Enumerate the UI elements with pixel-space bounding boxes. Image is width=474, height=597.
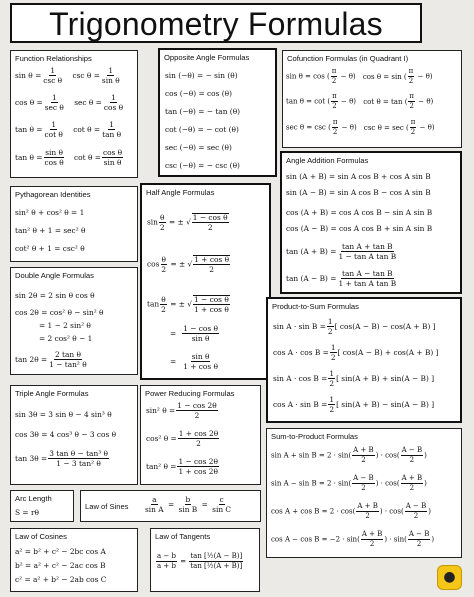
pythagorean-row: sin² θ + cos² θ = 1: [15, 208, 85, 217]
angle-addition-tan-minus: tan (A − B) = $\frac{\text{tan A − tan B}}{\text{1 + tan A tan B}}$: [286, 269, 397, 289]
pythagorean-row: cot² θ + 1 = csc² θ: [15, 244, 85, 253]
sum-to-product-row: sin A − sin B = 2 · sin( $\frac{A - B}{2}$ ) · cos( $\frac{A + B}{2}$ ): [271, 474, 427, 492]
function-relationship-row: sin θ = 1 csc θ csc θ = $\frac{1}{\text{sin θ}}$: [15, 66, 120, 86]
power-reducing-row: cos² θ = $\frac{1 + \cos 2\theta}{2}$: [146, 429, 219, 449]
opposite-angle-row: sec (−θ) = sec (θ): [165, 143, 232, 152]
cofunction-row: tan θ = cot ( $\frac{\pi}{2}$ − θ) cot θ = tan ( $\frac{\pi}{2}$ − θ): [286, 92, 434, 110]
double-angle-box: [10, 267, 138, 375]
law-of-tangents-box: [150, 528, 260, 592]
angle-addition-row: cos (A − B) = cos A cos B + sin A sin B: [286, 224, 433, 233]
law-of-tangents-header: Law of Tangents: [155, 532, 211, 541]
function-relationships-header: Function Relationships: [15, 54, 92, 63]
cofunction-box: [282, 50, 462, 148]
law-of-sines-header: Law of Sines: [85, 502, 129, 511]
half-angle-header: Half Angle Formulas: [146, 188, 215, 197]
law-of-cosines-row: a² = b² + c² − 2bc cos A: [15, 547, 106, 556]
law-of-cosines-box: [10, 528, 138, 592]
function-relationship-row: tan θ = $\frac{1}{\text{cot θ}}$ cot θ = $\frac{1}{\text{tan θ}}$: [15, 120, 122, 140]
product-to-sum-row: sin A · sin B = $\frac{1}{2}$ [ cos(A − B) − cos(A + B) ]: [273, 317, 436, 337]
angle-addition-row: sin (A + B) = sin A cos B + cos A sin B: [286, 172, 431, 181]
opposite-angle-row: sin (−θ) = − sin (θ): [165, 71, 238, 80]
power-reducing-header: Power Reducing Formulas: [145, 389, 235, 398]
function-relationship-row: cos θ = 1 sec θ sec θ = $\frac{1}{\text{cos θ}}$: [15, 93, 124, 113]
law-of-tangents-formula: $\frac{a - b}{a + b}$ = $\frac{\text{tan [½(A − B)]}}{\text{tan [½(A + B)]}}$: [157, 552, 243, 570]
opposite-angle-row: tan (−θ) = − tan (θ): [165, 107, 241, 116]
product-to-sum-box: [266, 297, 462, 423]
angle-addition-tan-plus: tan (A + B) = $\frac{\text{tan A + tan B}}{\text{1 − tan A tan B}}$: [286, 242, 397, 262]
function-relationships-box: [10, 50, 138, 178]
pythagorean-row: tan² θ + 1 = sec² θ: [15, 226, 86, 235]
cofunction-row: sin θ = cos ( $\frac{\pi}{2}$ − θ) cos θ = sin ( $\frac{\pi}{2}$ − θ): [286, 67, 433, 85]
title-banner: [10, 3, 422, 43]
pythagorean-box: [10, 186, 138, 262]
double-angle-header: Double Angle Formulas: [15, 271, 94, 280]
camera-icon[interactable]: [437, 565, 462, 590]
arc-length-box: [10, 490, 74, 522]
half-angle-tan-alt2: = $\frac{\text{sin θ}}{\text{1 + cos θ}}$: [170, 352, 218, 372]
angle-addition-header: Angle Addition Formulas: [286, 156, 369, 165]
page-title: Trigonometry Formulas: [49, 6, 383, 42]
opposite-angle-box: [158, 48, 277, 177]
sum-to-product-row: sin A + sin B = 2 · sin( $\frac{A + B}{2}$ ) · cos( $\frac{A - B}{2}$ ): [271, 446, 427, 464]
triple-angle-box: [10, 385, 138, 485]
half-angle-tan-alt1: = $\frac{\text{1 − cos θ}}{\text{sin θ}}$: [170, 324, 218, 344]
triple-angle-header: Triple Angle Formulas: [15, 389, 89, 398]
product-to-sum-header: Product-to-Sum Formulas: [272, 302, 359, 311]
half-angle-tan: tan $\frac{\theta}{2}$ = ± √ $\frac{\text{1 − cos θ}}{\text{1 + cos θ}}$: [147, 294, 229, 315]
double-angle-row: = 1 − 2 sin² θ: [39, 321, 91, 330]
law-of-cosines-row: b² = a² + c² − 2ac cos B: [15, 561, 106, 570]
angle-addition-row: sin (A − B) = sin A cos B − cos A sin B: [286, 188, 431, 197]
power-reducing-row: sin² θ = $\frac{1 - \cos 2\theta}{2}$: [146, 401, 217, 421]
angle-addition-row: cos (A + B) = cos A cos B − sin A sin B: [286, 208, 433, 217]
double-angle-tan: tan 2θ = $\frac{\text{2 tan θ}}{\text{1 − tan² θ}}$: [15, 350, 87, 370]
power-reducing-box: [140, 385, 261, 485]
opposite-angle-row: cot (−θ) = − cot (θ): [165, 125, 239, 134]
double-angle-row: = 2 cos² θ − 1: [39, 334, 93, 343]
pythagorean-header: Pythagorean Identities: [15, 190, 91, 199]
product-to-sum-row: cos A · cos B = $\frac{1}{2}$ [ cos(A − B) + cos(A + B) ]: [273, 343, 439, 363]
triple-angle-tan: tan 3θ = $\frac{\text{3 tan θ − tan³ θ}}{\text{1 − 3 tan² θ}}$: [15, 449, 108, 469]
law-of-sines-box: [80, 490, 261, 522]
law-of-sines-formula: $\frac{a}{\text{sin A}}$ = $\frac{b}{\text{sin B}}$ = $\frac{c}{\text{sin C}}$: [145, 495, 232, 515]
law-of-cosines-row: c² = a² + b² − 2ab cos C: [15, 575, 107, 584]
opposite-angle-header: Opposite Angle Formulas: [164, 53, 250, 62]
law-of-cosines-header: Law of Cosines: [15, 532, 67, 541]
arc-length-header: Arc Length: [15, 494, 52, 503]
opposite-angle-row: cos (−θ) = cos (θ): [165, 89, 232, 98]
triple-angle-row: sin 3θ = 3 sin θ − 4 sin³ θ: [15, 410, 112, 419]
cofunction-row: sec θ = csc ( $\frac{\pi}{2}$ − θ) csc θ = sec ( $\frac{\pi}{2}$ − θ): [286, 118, 435, 136]
sum-to-product-box: [266, 428, 462, 558]
half-angle-box: [140, 183, 271, 380]
sum-to-product-header: Sum-to-Product Formulas: [271, 432, 358, 441]
opposite-angle-row: csc (−θ) = − csc (θ): [165, 161, 240, 170]
sum-to-product-row: cos A − cos B = −2 · sin( $\frac{A + B}{2}$ ) · sin( $\frac{A - B}{2}$ ): [271, 530, 435, 548]
half-angle-cos: cos $\frac{\theta}{2}$ = ± √ $\frac{\text{1 + cos θ}}{2}$: [147, 254, 230, 275]
triple-angle-row: cos 3θ = 4 cos³ θ − 3 cos θ: [15, 430, 117, 439]
double-angle-row: sin 2θ = 2 sin θ cos θ: [15, 291, 95, 300]
arc-length-formula: S = rθ: [15, 508, 39, 517]
function-relationship-row: tan θ = $\frac{\text{sin θ}}{\text{cos θ}}$ cot θ = $\frac{\text{cos θ}}{\text{sin θ}}$: [15, 148, 123, 168]
half-angle-sin: sin $\frac{\theta}{2}$ = ± √ $\frac{\text{1 − cos θ}}{2}$: [147, 212, 228, 233]
sum-to-product-row: cos A + cos B = 2 · cos( $\frac{A + B}{2}$ ) · cos( $\frac{A - B}{2}$ ): [271, 502, 431, 520]
power-reducing-row: tan² θ = $\frac{1 - \cos 2\theta}{1 + \cos 2\theta}$: [146, 457, 218, 477]
cofunction-header: Cofunction Formulas (in Quadrant I): [287, 54, 409, 63]
camera-glyph-icon: ●: [443, 569, 456, 585]
product-to-sum-row: cos A · sin B = $\frac{1}{2}$ [ sin(A + B) − sin(A − B) ]: [273, 395, 435, 415]
angle-addition-box: [280, 151, 462, 294]
product-to-sum-row: sin A · cos B = $\frac{1}{2}$ [ sin(A + B) + sin(A − B) ]: [273, 369, 435, 389]
double-angle-row: cos 2θ = cos² θ − sin² θ: [15, 308, 104, 317]
